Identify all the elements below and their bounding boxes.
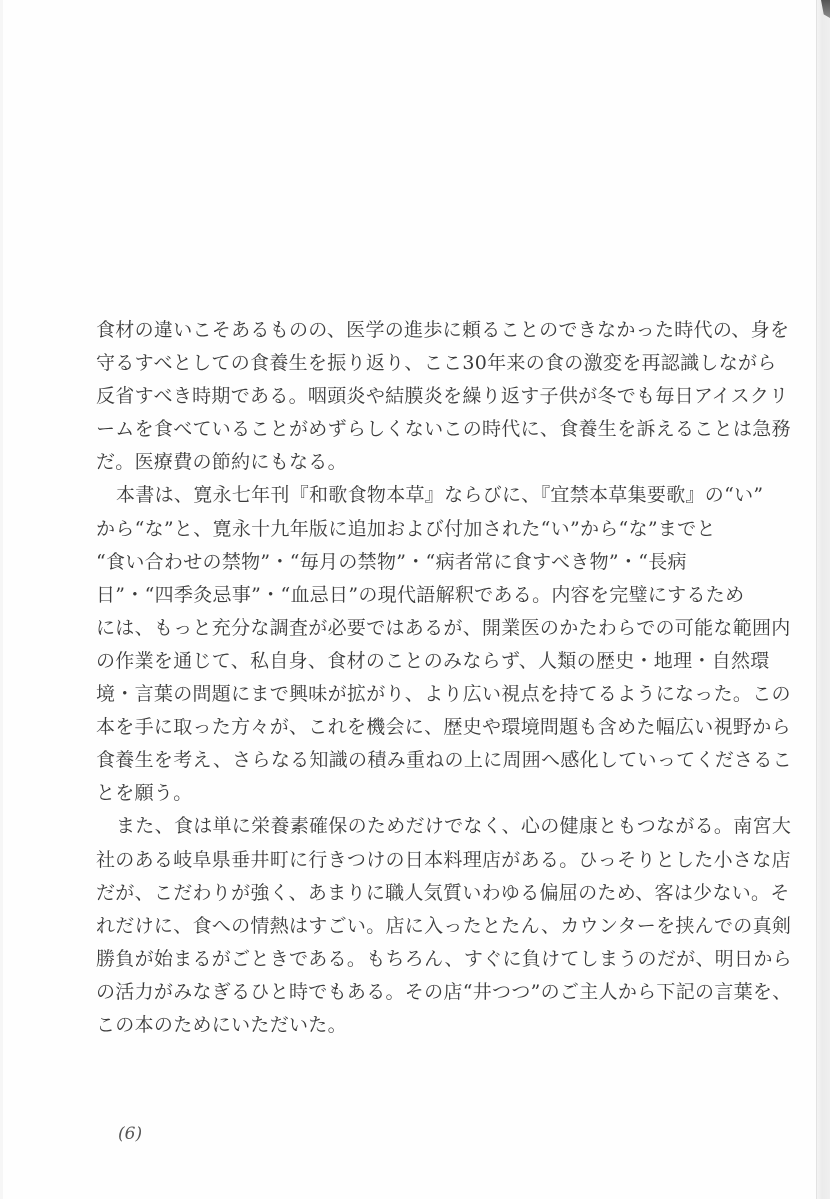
text-line: 社のある岐阜県垂井町に行きつけの日本料理店がある。ひっそりとした小さな店 xyxy=(96,848,791,871)
page-left-edge xyxy=(0,0,3,1199)
text-line: から“な”と、寛永十九年版に追加および付加された“い”から“な”までと xyxy=(96,517,716,540)
text-line: とを願う。 xyxy=(96,782,193,805)
text-line: 食材の違いこそあるものの、医学の進歩に頼ることのできなかった時代の、身を xyxy=(96,319,790,341)
text-line: 本書は、寛永七年刊『和歌食物本草』ならびに、『宜禁本草集要歌』の“い” xyxy=(116,484,764,507)
text-line: “食い合わせの禁物”・“毎月の禁物”・“病者常に食すべき物”・“長病 xyxy=(96,550,687,573)
text-line: この本のためにいただいた。 xyxy=(96,1013,347,1036)
text-line: 食養生を考え、さらなる知識の積み重ねの上に周囲へ感化していってくださるこ xyxy=(96,749,792,772)
text-line: 日”・“四季灸忌事”・“血忌日”の現代語解釈である。内容を完璧にするため xyxy=(96,583,745,606)
page-number: (6) xyxy=(118,1124,143,1144)
text-line: 勝負が始まるがごときである。もちろん、すぐに負けてしまうのだが、明日から xyxy=(96,947,792,970)
paragraph-1 xyxy=(96,314,796,479)
text-line: には、もっと充分な調査が必要ではあるが、開業医のかたわらでの可能な範囲内 xyxy=(96,616,791,639)
text-line: また、食は単に栄養素確保のためだけでなく、心の健康ともつながる。南宮大 xyxy=(116,815,792,838)
text-line: の活力がみなぎるひと時でもある。その店“井つつ”のご主人から下記の言葉を、 xyxy=(96,980,792,1003)
paragraph-3 xyxy=(96,810,796,1042)
body-text xyxy=(96,314,796,1042)
page-binding-shadow xyxy=(816,0,830,1199)
text-line: 反省すべき時期である。咽頭炎や結膜炎を繰り返す子供が冬でも毎日アイスクリ xyxy=(96,385,789,408)
text-line: の作業を通じて、私自身、食材のことのみならず、人類の歴史・地理・自然環 xyxy=(96,649,770,672)
text-line: だ。医療費の節約にもなる。 xyxy=(96,451,347,474)
paragraph-2 xyxy=(96,479,796,810)
text-line: ームを食べていることがめずらしくないこの時代に、食養生を訴えることは急務 xyxy=(96,418,791,441)
text-line: 本を手に取った方々が、これを機会に、歴史や環境問題も含めた幅広い視野から xyxy=(96,716,791,739)
text-line: れだけに、食への情熱はすごい。店に入ったとたん、カウンターを挟んでの真剣 xyxy=(96,914,792,937)
text-line: だが、こだわりが強く、あまりに職人気質いわゆる偏屈のため、客は少ない。そ xyxy=(96,881,790,904)
text-line: 守るすべとしての食養生を振り返り、ここ30年来の食の激変を再認識しながら xyxy=(96,352,777,375)
text-line: 境・言葉の問題にまで興味が拡がり、より広い視点を持てるようになった。この xyxy=(96,683,791,706)
